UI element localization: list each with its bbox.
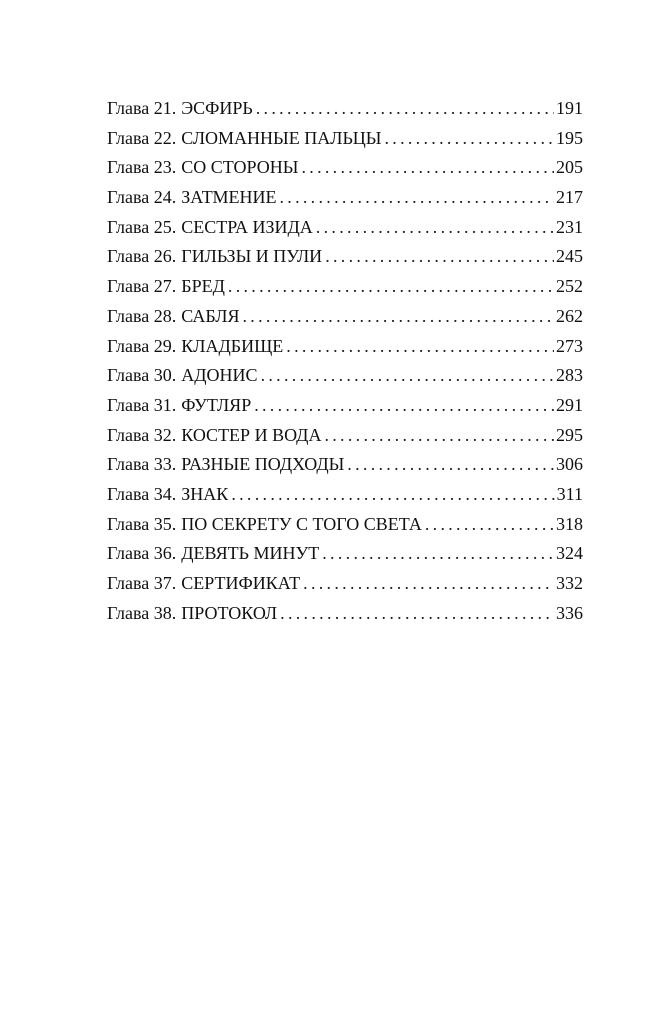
chapter-number: Глава 33. bbox=[107, 454, 177, 475]
dot-leader bbox=[425, 510, 554, 540]
chapter-title: ПО СЕКРЕТУ С ТОГО СВЕТА bbox=[181, 513, 422, 534]
chapter-number: Глава 25. bbox=[107, 216, 177, 237]
dot-leader bbox=[231, 480, 554, 510]
table-of-contents bbox=[107, 94, 583, 628]
chapter-title: ЗАТМЕНИЕ bbox=[181, 187, 277, 208]
page-number: 217 bbox=[556, 187, 583, 208]
toc-entry bbox=[107, 539, 583, 569]
page-number: 318 bbox=[556, 513, 583, 534]
chapter-number: Глава 27. bbox=[107, 276, 177, 297]
chapter-number: Глава 38. bbox=[107, 602, 177, 623]
dot-leader bbox=[228, 272, 554, 302]
page-number: 295 bbox=[556, 424, 583, 445]
chapter-title: ПРОТОКОЛ bbox=[181, 602, 278, 623]
dot-leader bbox=[347, 450, 554, 480]
chapter-title: СЕСТРА ИЗИДА bbox=[181, 216, 313, 237]
dot-leader bbox=[286, 332, 554, 362]
dot-leader bbox=[261, 361, 554, 391]
chapter-number: Глава 21. bbox=[107, 98, 177, 118]
toc-entry bbox=[107, 302, 583, 332]
page-number: 311 bbox=[556, 483, 583, 504]
chapter-title: ДЕВЯТЬ МИНУТ bbox=[181, 543, 320, 564]
chapter-title: СЛОМАННЫЕ ПАЛЬЦЫ bbox=[181, 127, 382, 148]
chapter-number: Глава 36. bbox=[107, 543, 177, 564]
dot-leader bbox=[303, 569, 554, 599]
chapter-number: Глава 37. bbox=[107, 573, 177, 593]
chapter-title: САБЛЯ bbox=[181, 305, 240, 326]
chapter-title: ФУТЛЯР bbox=[181, 394, 252, 415]
toc-entry bbox=[107, 421, 583, 451]
toc-entry bbox=[107, 94, 583, 124]
chapter-number: Глава 23. bbox=[107, 157, 177, 178]
chapter-title: ЭСФИРЬ bbox=[181, 98, 253, 118]
chapter-title: БРЕД bbox=[181, 276, 225, 297]
page-number: 205 bbox=[556, 157, 583, 178]
toc-entry bbox=[107, 213, 583, 243]
dot-leader bbox=[256, 94, 554, 124]
page-number: 245 bbox=[556, 246, 583, 267]
toc-entry bbox=[107, 480, 583, 510]
page-number: 231 bbox=[556, 216, 583, 237]
dot-leader bbox=[316, 213, 554, 243]
dot-leader bbox=[301, 153, 554, 183]
page-number: 262 bbox=[556, 305, 583, 326]
chapter-number: Глава 24. bbox=[107, 187, 177, 208]
page-number: 195 bbox=[556, 127, 583, 148]
page-number: 273 bbox=[556, 335, 583, 356]
toc-entry bbox=[107, 569, 583, 599]
dot-leader bbox=[280, 599, 554, 629]
page-number: 336 bbox=[556, 602, 583, 623]
toc-entry bbox=[107, 272, 583, 302]
toc-entry bbox=[107, 124, 583, 154]
chapter-number: Глава 32. bbox=[107, 424, 177, 445]
dot-leader bbox=[254, 391, 554, 421]
chapter-number: Глава 35. bbox=[107, 513, 177, 534]
chapter-number: Глава 30. bbox=[107, 365, 177, 386]
toc-entry bbox=[107, 450, 583, 480]
chapter-title: РАЗНЫЕ ПОДХОДЫ bbox=[181, 454, 345, 475]
toc-entry bbox=[107, 332, 583, 362]
chapter-number: Глава 28. bbox=[107, 305, 177, 326]
chapter-number: Глава 31. bbox=[107, 394, 177, 415]
dot-leader bbox=[324, 421, 554, 451]
chapter-title: КОСТЕР И ВОДА bbox=[181, 424, 322, 445]
dot-leader bbox=[325, 242, 554, 272]
toc-entry bbox=[107, 361, 583, 391]
dot-leader bbox=[243, 302, 555, 332]
chapter-title: ЗНАК bbox=[181, 483, 229, 504]
toc-entry bbox=[107, 391, 583, 421]
page-number: 283 bbox=[556, 365, 583, 386]
page-number: 324 bbox=[556, 543, 583, 564]
page-number: 252 bbox=[556, 276, 583, 297]
chapter-number: Глава 26. bbox=[107, 246, 177, 267]
page-number: 291 bbox=[556, 394, 583, 415]
chapter-title: СЕРТИФИКАТ bbox=[181, 573, 301, 593]
page-number: 332 bbox=[556, 573, 583, 593]
chapter-title: СО СТОРОНЫ bbox=[181, 157, 299, 178]
chapter-title: КЛАДБИЩЕ bbox=[181, 335, 284, 356]
toc-entry bbox=[107, 153, 583, 183]
chapter-number: Глава 29. bbox=[107, 335, 177, 356]
toc-entry bbox=[107, 510, 583, 540]
chapter-title: ГИЛЬЗЫ И ПУЛИ bbox=[181, 246, 323, 267]
dot-leader bbox=[384, 124, 554, 154]
page-number: 306 bbox=[556, 454, 583, 475]
page-number: 191 bbox=[556, 98, 583, 118]
chapter-title: АДОНИС bbox=[181, 365, 258, 386]
toc-entry bbox=[107, 183, 583, 213]
chapter-number: Глава 34. bbox=[107, 483, 177, 504]
chapter-number: Глава 22. bbox=[107, 127, 177, 148]
toc-entry bbox=[107, 599, 583, 629]
dot-leader bbox=[279, 183, 554, 213]
dot-leader bbox=[322, 539, 554, 569]
toc-entry bbox=[107, 242, 583, 272]
